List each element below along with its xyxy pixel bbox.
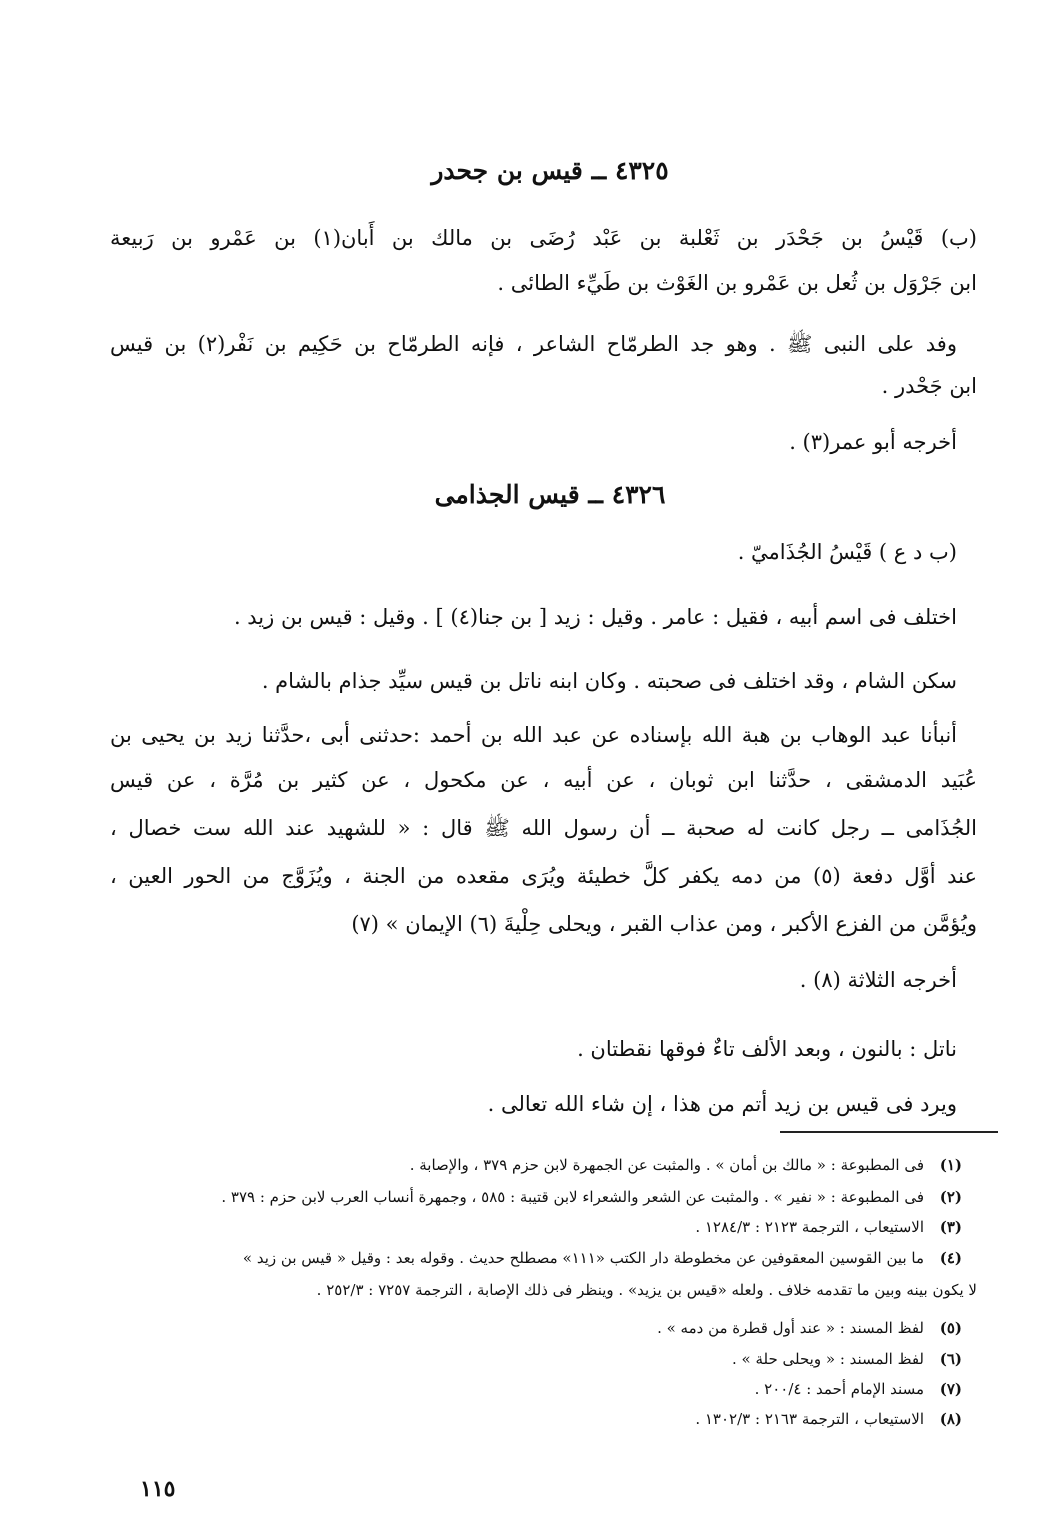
footnote-3 <box>130 1216 962 1238</box>
footnote-text: ما بين القوسين المعقوفين عن مخطوطة دار الكتب «١١١» مصطلح حديث . وقوله بعد : وقيل « قيس بن زيد » <box>242 1249 924 1267</box>
entry-4326-line-3: سكن الشام ، وقد اختلف فى صحبته . وكان ابنه ناتل بن قيس سيِّد جذام بالشام . <box>261 669 957 693</box>
footnote-text: فى المطبوعة : « نفير » . والمثبت عن الشعر والشعراء لابن قتيبة : ٥٨٥ ، وجمهرة أنساب العرب لابن حزم : ٣٧٩ . <box>221 1188 924 1206</box>
footnote-number: (١) <box>939 1156 962 1174</box>
entry-4325-line-3: وفد على النبى ﷺ . وهو جد الطرمّاح الشاعر ، فإنه الطرمّاح بن حَكِيم بن نَفْر(٢) بن قيس <box>110 332 957 356</box>
footnote-4-continued <box>120 1279 977 1301</box>
footnote-number: (٧) <box>939 1380 962 1398</box>
entry-4326-line-11: ويرد فى قيس بن زيد أتم من هذا ، إن شاء الله تعالى . <box>487 1092 957 1116</box>
entry-heading-4326: ٤٣٢٦ ــ قيس الجذامى <box>434 480 666 509</box>
page-number: ١١٥ <box>140 1476 176 1502</box>
footnote-text: لا يكون بينه وبين ما تقدمه خلاف . ولعله «قيس بن يزيد» . وينظر فى ذلك الإصابة ، الترجمة ٧٢٥٧ : ٢٥٢/٣ . <box>316 1281 977 1299</box>
entry-4325-line-2: ابن جَرْوَل بن ثُعل بن عَمْرو بن الغَوْث بن طَيِّء الطائى . <box>497 271 977 295</box>
footnote-number: (٤) <box>939 1249 962 1267</box>
entry-4326-line-4: أنبأنا عبد الوهاب بن هبة الله بإسناده عن عبد الله بن أحمد :حدثنى أبى ،حدَّثنا زيد بن يحيى بن <box>110 723 957 747</box>
entry-4326-line-10: ناتل : بالنون ، وبعد الألف تاءٌ فوقها نقطتان . <box>577 1037 957 1061</box>
entry-4325-line-5: أخرجه أبو عمر(٣) . <box>789 430 957 454</box>
footnote-text: الاستيعاب ، الترجمة ٢١٦٣ : ١٣٠٢/٣ . <box>695 1410 924 1428</box>
footnote-8 <box>130 1408 962 1430</box>
entry-heading-4325: ٤٣٢٥ ــ قيس بن جحدر <box>431 156 669 185</box>
footnote-number: (٣) <box>939 1218 962 1236</box>
entry-4326-line-1: (ب د ع ) قَيْسُ الجُذَاميّ . <box>737 540 957 564</box>
entry-4325-line-1: (ب) قَيْسُ بن جَحْدَر بن ثَعْلبة بن عَبْد رُضَى بن مالك بن أَبان(١) بن عَمْرو بن رَبيعة <box>110 226 977 250</box>
entry-4326-line-8: ويُؤمَّن من الفزع الأكبر ، ومن عذاب القبر ، ويحلى حِلْيةَ (٦) الإيمان » (٧) <box>351 912 977 936</box>
entry-4326-line-7: عند أوَّل دفعة (٥) من دمه يكفر كلَّ خطيئة ويُرَى مقعده من الجنة ، ويُزَوَّج من الحور العين ، <box>110 864 977 888</box>
entry-4325-line-4: ابن جَحْدر . <box>881 374 977 398</box>
entry-4326-line-2: اختلف فى اسم أبيه ، فقيل : عامر . وقيل : زيد [ بن جنا(٤) ] . وقيل : قيس بن زيد . <box>233 605 957 629</box>
footnote-text: مسند الإمام أحمد : ٢٠٠/٤ . <box>754 1380 924 1398</box>
footnote-1 <box>130 1154 962 1176</box>
footnote-text: لفظ المسند : « ويحلى حلة » . <box>732 1350 924 1368</box>
footnote-2 <box>130 1186 962 1208</box>
footnote-number: (٦) <box>939 1350 962 1368</box>
footnote-7 <box>130 1378 962 1400</box>
entry-4326-line-6: الجُذَامى ــ رجل كانت له صحبة ــ أن رسول الله ﷺ قال : « للشهيد عند الله ست خصال ، <box>110 816 977 840</box>
footnote-number: (٨) <box>939 1410 962 1428</box>
footnote-6 <box>130 1348 962 1370</box>
entry-4326-line-5: عُبَيد الدمشقى ، حدَّثنا ابن ثوبان ، عن أبيه ، عن مكحول ، عن كثير بن مُرَّة ، عن قيس <box>110 768 977 792</box>
footnote-4 <box>130 1247 962 1269</box>
footnote-number: (٥) <box>939 1319 962 1337</box>
footnote-text: فى المطبوعة : « مالك بن أمان » . والمثبت عن الجمهرة لابن حزم ٣٧٩ ، والإصابة . <box>409 1156 924 1174</box>
footnote-text: لفظ المسند : « عند أول قطرة من دمه » . <box>657 1319 924 1337</box>
footnote-5 <box>130 1317 962 1339</box>
footnote-number: (٢) <box>939 1188 962 1206</box>
footnote-divider <box>780 1131 998 1133</box>
footnote-text: الاستيعاب ، الترجمة ٢١٢٣ : ١٢٨٤/٣ . <box>695 1218 924 1236</box>
entry-4326-line-9: أخرجه الثلاثة (٨) . <box>799 968 957 992</box>
